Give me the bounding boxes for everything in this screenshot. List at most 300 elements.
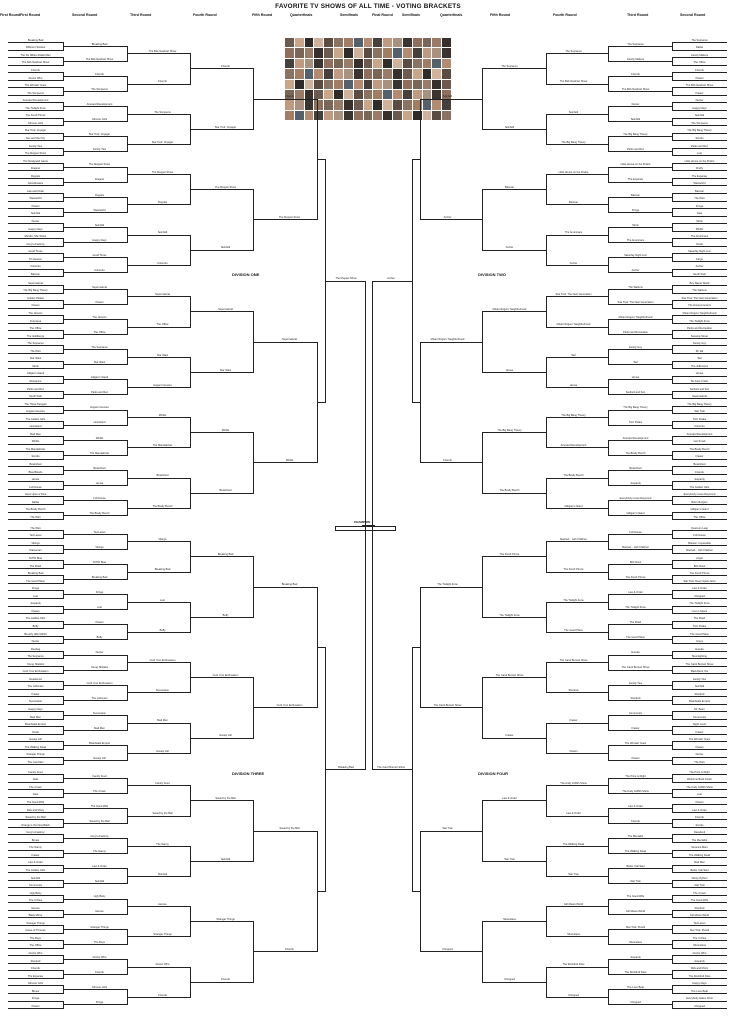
contestant-left-r2[interactable]: Columbo [94,269,105,273]
contestant-left-r3[interactable]: MASH [158,413,167,417]
contestant-left-r2[interactable]: Mad Men [94,726,105,730]
contestant-left-r2[interactable]: The Leftovers [91,696,108,700]
contestant-right-r1[interactable]: Fringe [695,204,704,208]
contestant-right-r1[interactable]: The Carol Burnett Show [685,662,714,666]
contestant-right-r3[interactable]: Married... with Children [560,538,587,542]
contestant-left-r1[interactable]: Game of Thrones [25,929,46,933]
contestant-right-r1[interactable]: Dexter [695,753,704,757]
contestant-right-r2[interactable]: The Carol Burnett Show [621,666,650,670]
contestant-left-r1[interactable]: Cheers [31,304,40,308]
contestant-right-r1[interactable]: The Office [693,61,706,65]
contestant-left-r3[interactable]: Rugrats [157,201,168,205]
contestant-left-r1[interactable]: Rick and Morty [26,808,45,812]
contestant-left-r1[interactable]: Cheers [31,609,40,613]
contestant-left-r1[interactable]: Plainsman [29,549,42,553]
contestant-left-r1[interactable]: Gossip Girl [29,738,42,742]
contestant-right-r1[interactable]: Greys [696,640,703,644]
contestant-left-r3[interactable]: Hogan's Heroes [153,383,172,387]
contestant-right-r1[interactable]: Jeopardy [694,478,705,482]
contestant-left-r1[interactable]: Dexter [31,640,40,644]
contestant-right-r2[interactable]: Family Ties [628,681,643,685]
contestant-right-r2[interactable]: Fringe [631,208,640,212]
contestant-left-r2[interactable]: NYPD Blue [92,560,107,564]
contestant-left-r1[interactable]: Saved by the Bell [25,816,46,820]
contestant-right-r3[interactable]: Gilligan's Island [564,504,583,508]
contestant-right-r2[interactable]: The Twilight Zone [625,606,646,610]
contestant-left-r1[interactable]: Glee [32,793,39,797]
contestant-left-r1[interactable]: Black Mirror [28,914,43,918]
contestant-right-r1[interactable]: Columbo [694,425,705,429]
contestant-left-r1[interactable]: Breaking Bad [27,572,44,576]
contestant-right-r1[interactable]: The Good Wife [690,899,709,903]
contestant-left-r4[interactable]: Seinfeld [220,857,231,861]
contestant-left-r1[interactable]: The Wonder Years [24,84,47,88]
contestant-left-r1[interactable]: Doctor Who [28,952,43,955]
contestant-right-r2[interactable]: The Price is Right [625,774,646,778]
contestant-left-r2[interactable]: Heroes [95,910,104,914]
contestant-right-r3[interactable]: The Bob Newhart Show [559,80,588,84]
contestant-right-r1[interactable]: Boy Meets World [689,281,710,285]
contestant-left-r5[interactable]: MASH [285,459,294,463]
contestant-left-r1[interactable]: Doctor Who [28,76,43,80]
contestant-right-r1[interactable]: Friends [695,470,704,474]
contestant-right-r1[interactable]: Quantum Leap [690,526,709,530]
contestant-right-r2[interactable]: The Sopranos [627,42,644,46]
contestant-right-r1[interactable]: Seinfeld [694,685,705,689]
contestant-left-r2[interactable]: Homeland [93,421,106,425]
contestant-left-r1[interactable]: Mad Men [30,715,41,719]
contestant-right-r1[interactable]: The Simpsons [691,121,708,125]
contestant-left-r1[interactable]: Alias [32,778,39,782]
contestant-right-r3[interactable]: The Big Bang Theory [561,413,586,417]
contestant-left-r3[interactable]: Heroes [158,902,167,906]
contestant-right-r1[interactable]: Mister Rogers' Neighborhood [682,312,717,315]
contestant-right-r1[interactable]: Community [692,715,707,719]
contestant-left-r1[interactable]: Deadwood [29,677,42,681]
contestant-left-r1[interactable]: Vikings [31,541,40,545]
contestant-left-r1[interactable]: Dallas [31,500,40,504]
contestant-left-r1[interactable]: Ghostbusters [27,182,44,186]
contestant-right-r2[interactable]: Family Guy [628,345,643,349]
contestant-right-r2[interactable]: Parks and Recreation [623,330,648,334]
contestant-right-r2[interactable]: Arrested Development [622,436,649,440]
contestant-left-r4[interactable]: Breaking Bad [217,553,234,557]
contestant-right-r1[interactable]: The Office [693,515,706,519]
contestant-right-r1[interactable]: Everybody Hates Chris [686,997,713,1001]
contestant-right-r2[interactable]: The Big Bang Theory [623,133,648,137]
contestant-right-r1[interactable]: The Mentalist [691,838,708,842]
contestant-left-r4[interactable]: MASH [221,429,230,433]
contestant-left-r1[interactable]: Columbo [30,265,41,269]
contestant-left-r1[interactable]: Star Trek: Voyager [24,129,47,133]
contestant-left-r2[interactable]: Rugrats [94,193,105,197]
contestant-right-r1[interactable]: Happy Days [692,106,707,110]
contestant-right-r1[interactable]: Sesame Street [690,334,709,338]
contestant-left-r3[interactable]: The Simpsons [154,110,171,114]
contestant-right-r3[interactable]: The Andy Griffith Show [560,782,587,786]
contestant-left-r2[interactable]: Ted Lasso [93,530,106,534]
contestant-left-r2[interactable]: The Bob Newhart Show [85,57,114,61]
contestant-right-r2[interactable]: Little House on the Prairie [620,163,651,167]
contestant-left-r3[interactable]: Lost [160,598,165,602]
contestant-right-r2[interactable]: Community [628,711,643,715]
contestant-right-r1[interactable]: Sherlock [694,906,705,910]
contestant-left-r1[interactable]: The Walking Dead [24,745,47,749]
contestant-right-r5[interactable]: Mister Rogers' Neighborhood [430,338,465,342]
contestant-left-r1[interactable]: Stranger Things [26,753,45,757]
contestant-right-r2[interactable]: Bob Ross [629,560,642,564]
contestant-right-r4[interactable]: Frasier [505,734,514,738]
contestant-left-r1[interactable]: The Jetsons [28,312,43,315]
contestant-left-r2[interactable]: The Brady Bunch [89,512,110,516]
contestant-left-r1[interactable]: Once Upon a Time [24,493,47,497]
contestant-left-r2[interactable]: Happy Days [92,238,107,242]
contestant-right-r3[interactable]: Little House on the Prairie [558,170,589,174]
contestant-left-r1[interactable]: The Six Million Dollar Man [20,53,51,57]
contestant-left-r1[interactable]: Young Sheldon [26,662,45,666]
contestant-right-r1[interactable]: Glee [696,212,703,216]
contestant-right-r2[interactable]: Saturday Night Live [624,253,647,257]
contestant-right-r1[interactable]: Shameless [693,944,706,948]
contestant-right-r1[interactable]: Saturday Night Live [688,250,711,254]
contestant-right-r3[interactable]: Taxi [571,353,576,357]
contestant-left-r1[interactable]: Cheers [31,1004,40,1008]
contestant-left-r2[interactable]: Arrested Development [86,102,113,106]
contestant-right-r2[interactable]: Gilligan's Island [626,512,645,516]
contestant-left-r2[interactable]: Star Wars [93,361,106,365]
contestant-left-r5[interactable]: Supernatural [282,338,297,342]
contestant-right-r1[interactable]: Family Matters [690,53,708,57]
contestant-right-r1[interactable]: Frasier [695,455,704,459]
contestant-right-r1[interactable]: Scrubs [695,136,704,140]
contestant-right-r1[interactable]: Dallas [695,46,704,50]
contestant-left-r2[interactable]: Saved by the Bell [89,819,110,823]
contestant-right-r1[interactable]: Mr. Ed [695,349,704,353]
contestant-left-r1[interactable]: Golden Palace [26,296,44,300]
contestant-right-r1[interactable]: Scrubs [695,823,704,827]
contestant-left-r1[interactable]: The Wire [30,349,41,353]
contestant-right-r1[interactable]: Jeopardy [694,959,705,963]
contestant-left-r2[interactable]: The Crown [93,789,106,793]
contestant-right-r2[interactable]: Bewitched [629,466,642,470]
contestant-right-r3[interactable]: Sherlock [568,689,579,693]
contestant-right-r1[interactable]: Eureka [695,647,704,651]
contestant-left-r1[interactable]: The Goldbergs [26,334,45,338]
contestant-right-r1[interactable]: MASH [695,227,704,231]
contestant-left-r2[interactable]: Cheers [95,300,104,304]
contestant-right-r2[interactable]: Dexter [631,102,640,106]
contestant-left-r1[interactable]: Hogan's Heroes [26,410,45,414]
contestant-left-r2[interactable]: Full House [93,496,106,500]
contestant-right-r2[interactable]: The Good Wife [626,895,645,899]
contestant-right-r2[interactable]: Friends [631,819,640,823]
contestant-left-r2[interactable]: Family Feud [92,774,107,778]
contestant-right-r2[interactable]: Star Trek: The Next Generation [617,300,654,304]
contestant-right-r1[interactable]: Cheers [695,745,704,749]
contestant-right-r3[interactable]: Mister Rogers' Neighborhood [556,323,591,327]
contestant-left-r2[interactable]: Seinfeld [94,880,105,884]
contestant-right-r2[interactable]: The Walking Dead [624,850,647,854]
contestant-left-r3[interactable]: Friends [158,993,167,997]
contestant-right-r4[interactable]: Star Trek [504,857,515,861]
contestant-right-r1[interactable]: Night Court [692,723,707,727]
contestant-left-r1[interactable]: The Big Bang Theory [23,289,48,293]
contestant-left-r2[interactable]: Young Sheldon [90,666,109,670]
contestant-left-r1[interactable]: The Mandalorian [25,447,46,451]
contestant-left-r3[interactable]: Seinfeld [157,872,168,876]
contestant-right-r1[interactable]: Boardwalk Empire [688,700,711,704]
contestant-right-r2[interactable]: Seinfeld [630,118,641,122]
contestant-left-r1[interactable]: The Sopranos [27,655,44,659]
contestant-left-r1[interactable]: The Golden Girls [25,868,46,872]
contestant-right-r1[interactable]: Welcome Back Kotter [687,778,712,782]
contestant-left-r2[interactable]: The Good Wife [90,804,109,808]
contestant-right-r2[interactable]: The Mentalist [627,834,644,838]
contestant-left-r1[interactable]: Happy Days [28,227,43,231]
contestant-right-r1[interactable]: Supernatural [692,395,707,399]
contestant-left-r2[interactable]: The Muppet Show [88,163,111,167]
contestant-left-r2[interactable]: Cheers [95,621,104,625]
contestant-right-r1[interactable]: Cheers [695,76,704,80]
contestant-right-r4[interactable]: Law & Order [502,797,517,801]
contestant-right-r3[interactable]: Chopped [568,993,579,997]
contestant-right-r4[interactable]: House [505,368,514,372]
contestant-left-r1[interactable]: The Brady Bunch [25,508,46,512]
contestant-right-r2[interactable]: The Flash [629,621,642,625]
contestant-left-r1[interactable]: Ozark [32,730,39,734]
contestant-left-r1[interactable]: The Office [29,327,42,331]
contestant-right-r1[interactable]: The Big Bang Theory [687,129,712,133]
contestant-left-r1[interactable]: Bones [31,838,40,842]
contestant-left-r1[interactable]: Frasier [31,853,40,857]
contestant-right-r1[interactable]: Westworld [693,182,706,186]
contestant-left-r2[interactable]: The Boys [94,940,105,944]
contestant-left-r2[interactable]: Bewitched [93,466,106,470]
contestant-left-r1[interactable]: Bones [31,989,40,993]
contestant-right-r4[interactable]: Seinfeld [504,125,515,129]
contestant-left-r4[interactable]: Star Trek: Voyager [214,125,237,129]
contestant-right-r1[interactable]: The Flash [693,617,706,621]
contestant-left-r2[interactable]: The Mandalorian [89,451,110,455]
contestant-left-r1[interactable]: Sherlock [30,959,41,963]
contestant-right-r1[interactable]: Twin Peaks [692,417,707,421]
contestant-right-r1[interactable]: The Wire [694,197,705,201]
contestant-left-r1[interactable]: Batman [31,272,40,276]
contestant-right-r1[interactable]: Lost [697,152,702,156]
contestant-right-r1[interactable]: Mad About You [690,670,709,674]
contestant-left-r4[interactable]: Stranger Things [216,918,235,922]
contestant-left-r1[interactable]: The Crown [29,785,42,789]
contestant-right-r3[interactable]: Cheers [569,749,578,753]
contestant-right-r1[interactable]: Full House [693,534,706,538]
contestant-right-r1[interactable]: The Americans [690,235,709,239]
contestant-left-r3[interactable]: The Brady Bunch [152,504,173,508]
contestant-left-r1[interactable]: The Simpsons [27,91,44,95]
contestant-left-r5[interactable]: The Muppet Show [278,216,301,220]
contestant-right-r1[interactable]: Seinfeld [694,114,705,118]
contestant-right-r2[interactable]: Mister Rogers' Neighborhood [618,315,653,319]
contestant-right-r3[interactable]: The Brady Bunch [563,474,584,478]
contestant-right-r2[interactable]: Parks and Rec [626,148,644,152]
contestant-left-r2[interactable]: Gilmore Girls [91,985,108,989]
contestant-right-r1[interactable]: Star Trek [694,410,705,414]
contestant-right-r2[interactable]: Chopped [630,1001,641,1005]
contestant-right-r1[interactable]: Lost in Space [691,609,708,613]
contestant-left-r4[interactable]: Saved by the Bell [215,797,236,801]
contestant-left-r1[interactable]: House [31,478,40,482]
contestant-left-r1[interactable]: Seinfeld [30,876,41,880]
contestant-left-r1[interactable]: The Wire [30,526,41,530]
contestant-right-r1[interactable]: The Love Boat [691,989,708,993]
contestant-left-r1[interactable]: Bewitched [29,463,42,466]
contestant-left-r1[interactable]: Homeland [29,425,42,429]
contestant-right-r1[interactable]: The Expanse [691,174,708,178]
contestant-right-r5[interactable]: Seinfeld [442,95,453,99]
contestant-left-r1[interactable]: Gilmore Girls [27,982,44,986]
contestant-left-r1[interactable]: Monk [32,364,39,368]
contestant-left-r3[interactable]: Stranger Things [153,933,172,937]
contestant-right-r1[interactable]: Six Feet Under [690,379,709,383]
contestant-right-r2[interactable]: Everybody Loves Raymond [619,496,652,500]
contestant-right-r2[interactable]: Cheers [631,757,640,761]
contestant-right-r1[interactable]: Sherlock [694,692,705,696]
contestant-right-r3[interactable]: Archer [569,261,578,265]
contestant-right-r2[interactable]: Jeopardy [630,955,641,959]
contestant-left-r2[interactable]: Vikings [95,545,104,549]
contestant-left-r2[interactable]: The Jetsons [92,315,107,319]
semifinalist-left-1[interactable]: Breaking Bad [338,765,354,769]
contestant-left-r1[interactable]: Scrubs [31,455,40,459]
contestant-right-r1[interactable]: Cheers [695,801,704,804]
contestant-left-r2[interactable]: Boardwalk Empire [88,741,111,745]
semifinalist-right-1[interactable]: The Carol Burnett Show [377,765,405,769]
contestant-right-r5[interactable]: Archer [443,216,452,220]
contestant-left-r1[interactable]: Lost [33,594,38,598]
contestant-right-r1[interactable]: Chopped [694,1004,705,1008]
contestant-right-r4[interactable]: Batman [505,186,514,190]
contestant-left-r1[interactable]: South Park [29,395,42,399]
contestant-right-r1[interactable]: The Andy Griffith Show [686,785,713,789]
contestant-right-r1[interactable]: Little House on the Prairie [684,159,715,163]
contestant-right-r3[interactable]: The Walking Dead [562,842,585,846]
contestant-right-r2[interactable]: Girl Meets World [625,910,646,914]
contestant-right-r1[interactable]: The Twilight Zone [689,319,710,323]
contestant-left-r3[interactable]: The Office [156,323,169,327]
contestant-left-r1[interactable]: The Golden Girls [25,417,46,421]
contestant-left-r2[interactable]: The Office [93,330,106,334]
contestant-right-r1[interactable]: Monk [696,220,703,223]
contestant-right-r1[interactable]: Ozark [696,242,703,246]
contestant-right-r3[interactable]: Shameless [567,933,580,937]
contestant-right-r2[interactable]: Sherlock [630,696,641,700]
contestant-left-r2[interactable]: Breaking Bad [91,575,108,579]
contestant-left-r2[interactable]: Fringe [95,1001,104,1005]
contestant-left-r1[interactable]: Friends [31,69,40,72]
contestant-right-r4[interactable]: The Sopranos [501,65,518,69]
contestant-left-r2[interactable]: Westworld [93,208,106,212]
contestant-right-r1[interactable]: The Sopranos [691,38,708,42]
contestant-right-r3[interactable]: The Fresh Prince [563,568,584,572]
contestant-left-r1[interactable]: Supernatural [28,281,43,285]
contestant-left-r1[interactable]: Law and Order [26,189,45,193]
contestant-right-r2[interactable]: Shameless [629,940,642,944]
contestant-left-r1[interactable]: Curb Your Enthusiasm [22,670,49,674]
contestant-left-r1[interactable]: Rugrats [30,174,41,178]
contestant-right-r1[interactable]: Parks and Recreation [687,327,712,331]
contestant-right-r1[interactable]: Friends [695,69,704,72]
contestant-left-r4[interactable]: Curb Your Enthusiasm [212,674,239,678]
contestant-right-r2[interactable]: Archer [631,269,640,273]
contestant-right-r5[interactable]: Star Trek [442,827,453,831]
contestant-right-r1[interactable]: The Fresh Prince [689,572,710,576]
contestant-left-r1[interactable]: Buffy [32,624,39,628]
contestant-left-r3[interactable]: The Nanny [156,842,169,846]
contestant-right-r2[interactable]: Twin Peaks [628,421,643,425]
contestant-left-r2[interactable]: Friends [95,72,104,76]
contestant-left-r1[interactable]: Community [28,884,43,888]
contestant-left-r2[interactable]: MASH [95,436,104,440]
contestant-right-r3[interactable]: The Rockford Files [562,963,585,967]
contestant-left-r1[interactable]: NYPD Blue [28,557,43,560]
contestant-right-r1[interactable]: Bob's Burgers [691,500,708,504]
contestant-right-r1[interactable]: Get Smart [693,440,706,444]
contestant-right-r1[interactable]: Monty Python [691,876,708,880]
contestant-right-r2[interactable]: Family Matters [626,57,644,61]
contestant-left-r2[interactable]: Gilmore Girls [91,118,108,122]
contestant-right-r1[interactable]: Fargo [696,257,703,261]
contestant-left-r1[interactable]: The Nanny [29,846,42,850]
contestant-right-r2[interactable]: Taxi [633,361,638,365]
contestant-left-r1[interactable]: Dragnet [30,167,41,171]
contestant-left-r3[interactable]: Star Trek: Voyager [151,140,174,144]
contestant-right-r5[interactable]: The Twilight Zone [437,583,458,587]
contestant-right-r2[interactable]: Law & Order [628,590,643,594]
contestant-left-r1[interactable]: Family Ties [28,144,43,148]
contestant-left-r2[interactable]: Buffy [96,636,103,640]
contestant-left-r2[interactable]: Family Ties [92,148,107,152]
contestant-left-r1[interactable]: The Newlywed Game [23,159,48,163]
contestant-left-r1[interactable]: Friends [31,967,40,971]
contestant-left-r2[interactable]: Lost [97,606,102,610]
contestant-left-r1[interactable]: Grey's Anatomy [26,831,45,835]
contestant-right-r1[interactable]: Frasier [695,91,704,95]
contestant-right-r2[interactable]: Jeopardy [630,481,641,485]
contestant-right-r1[interactable]: Law & Order [692,587,707,591]
contestant-left-r1[interactable]: The Boys [30,936,41,940]
contestant-left-r1[interactable]: Parks and Rec [26,387,44,391]
contestant-left-r1[interactable]: Frasier [31,692,40,696]
contestant-right-r3[interactable]: The Good Place [564,628,583,632]
contestant-left-r4[interactable]: The Muppet Show [214,186,237,190]
contestant-right-r2[interactable]: The Wonder Years [624,741,647,745]
contestant-right-r1[interactable]: The Price is Right [689,770,710,774]
contestant-right-r1[interactable]: Ted Lasso [693,921,706,925]
contestant-left-r2[interactable]: Grey's Anatomy [90,834,109,838]
contestant-left-r1[interactable]: Dexter [31,220,40,223]
contestant-right-r1[interactable]: Law & Order [692,808,707,812]
contestant-right-r1[interactable]: The Bob Newhart Show [685,84,714,88]
contestant-left-r1[interactable]: Family Feud [28,770,43,774]
contestant-left-r2[interactable]: The Nanny [93,850,106,854]
contestant-left-r3[interactable]: Friends [158,80,167,84]
contestant-left-r1[interactable]: The Leftovers [27,685,44,689]
contestant-left-r2[interactable]: Breaking Bad [91,42,108,46]
contestant-right-r1[interactable]: Archer [695,265,704,269]
contestant-right-r1[interactable]: Frasier [695,730,704,734]
contestant-left-r2[interactable]: Good Times [92,253,107,257]
contestant-left-r1[interactable]: Star Wars [29,357,42,361]
contestant-right-r1[interactable]: Daredevil [694,831,705,835]
